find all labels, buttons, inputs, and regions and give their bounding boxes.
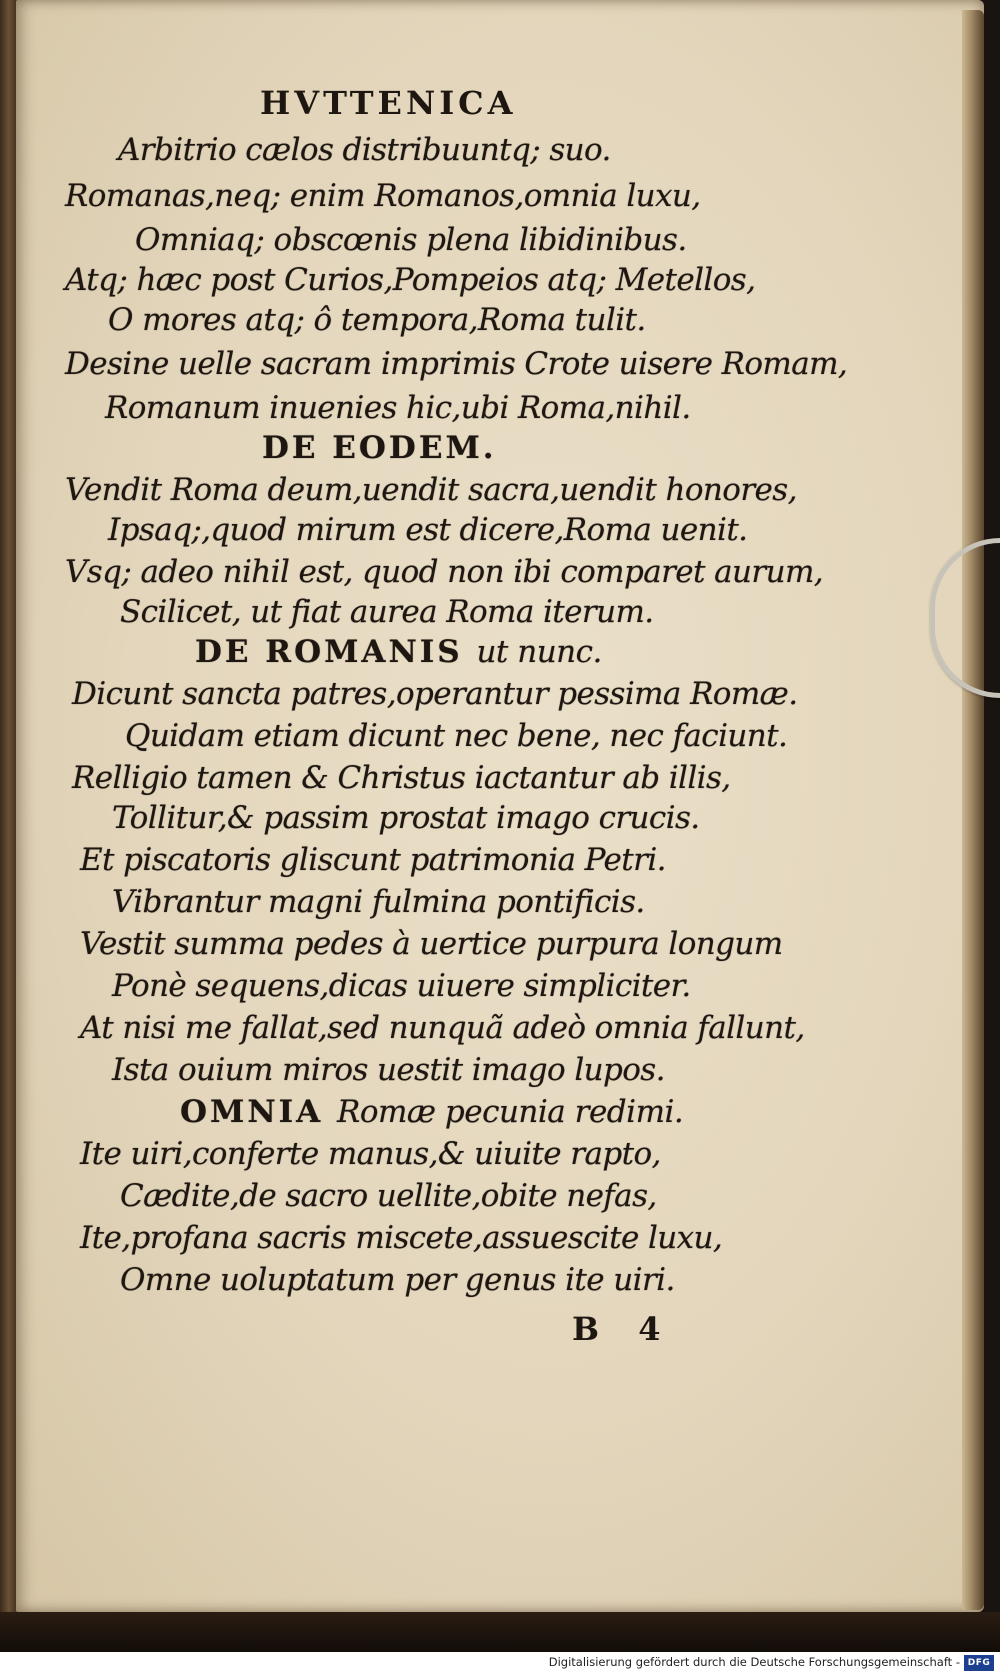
footer-credit: Digitalisierung gefördert durch die Deutsche Forschungsgemeinschaft - [548,1655,960,1669]
line-text: O mores atq; ô tempora,Roma tulit. [108,302,646,338]
verse-line [65,178,701,214]
footer-bar [0,1652,1000,1676]
line-text: Arbitrio cælos distribuuntq; suo. [118,132,611,168]
verse-line [65,262,755,298]
line-text: Omne uoluptatum per genus ite uiri. [120,1262,675,1298]
verse-line [108,302,646,338]
verse-line [80,926,783,962]
heading-suffix: ut nunc. [476,634,602,670]
line-text: Vibrantur magni fulmina pontificis. [112,884,645,920]
line-text: DE ROMANIS [195,634,463,670]
verse-line [108,512,747,548]
line-text: Cædite,de sacro uellite,obite nefas, [120,1178,657,1214]
section-heading [195,634,602,670]
line-text: Ista ouium miros uestit imago lupos. [112,1052,665,1088]
line-text: Ite uiri,conferte manus,& uiuite rapto, [80,1136,661,1172]
verse-line [65,346,847,382]
line-text: Vsq; adeo nihil est, quod non ibi comparet aurum, [65,554,824,590]
line-text: Desine uelle sacram imprimis Crote uisere Romam, [65,346,848,382]
verse-line [65,472,797,508]
line-text: OMNIA [180,1094,324,1130]
verse-line [80,842,666,878]
line-text: Relligio tamen & Christus iactantur ab illis, [72,760,731,796]
verse-line [80,1136,661,1172]
verse-line [80,1220,722,1256]
line-text: Romanum inuenies hic,ubi Roma,nihil. [105,390,691,426]
line-text: Vestit summa pedes à uertice purpura longum [80,926,783,962]
page-fore-edge [962,10,984,1610]
verse-line [112,968,691,1004]
verse-line [112,800,700,836]
line-text: Ipsaq;,quod mirum est dicere,Roma uenit. [108,512,748,548]
verse-line [72,676,797,712]
verse-line [120,594,654,630]
line-text: At nisi me fallat,sed nunquã adeò omnia fallunt, [80,1010,805,1046]
verse-line [112,1052,665,1088]
line-text: Tollitur,& passim prostat imago crucis. [112,800,700,836]
line-text: Romanas,neq; enim Romanos,omnia luxu, [65,178,701,214]
line-text: Dicunt sancta patres,operantur pessima Romæ. [72,676,798,712]
verse-line [65,554,823,590]
line-text: Quidam etiam dicunt nec bene, nec faciunt. [125,718,788,754]
bottom-shadow [0,1612,1000,1652]
verse-line [120,1262,675,1298]
verse-line [80,1010,805,1046]
verse-line [105,390,691,426]
section-heading [262,430,497,466]
verse-line [118,132,611,168]
line-text: Vendit Roma deum,uendit sacra,uendit honores, [65,472,797,508]
line-text: Ponè sequens,dicas uiuere simpliciter. [112,968,691,1004]
running-head: HVTTENICA [260,84,517,122]
line-text: Atq; hæc post Curios,Pompeios atq; Metellos, [65,262,756,298]
line-text: Et piscatoris gliscunt patrimonia Petri. [80,842,666,878]
line-text: Omniaq; obscœnis plena libidinibus. [135,222,687,258]
line-text: Scilicet, ut fiat aurea Roma iterum. [120,594,654,630]
heading-suffix: Romæ pecunia redimi. [337,1094,684,1130]
signature-mark: B 4 [572,1310,675,1348]
line-text: DE EODEM. [262,430,497,466]
verse-line [125,718,787,754]
verse-line [120,1178,657,1214]
dfg-logo: DFG [964,1655,994,1671]
verse-line [72,760,731,796]
verse-line [112,884,645,920]
line-text: Ite,profana sacris miscete,assuescite luxu, [80,1220,723,1256]
section-heading [180,1094,683,1130]
verse-line [135,222,687,258]
